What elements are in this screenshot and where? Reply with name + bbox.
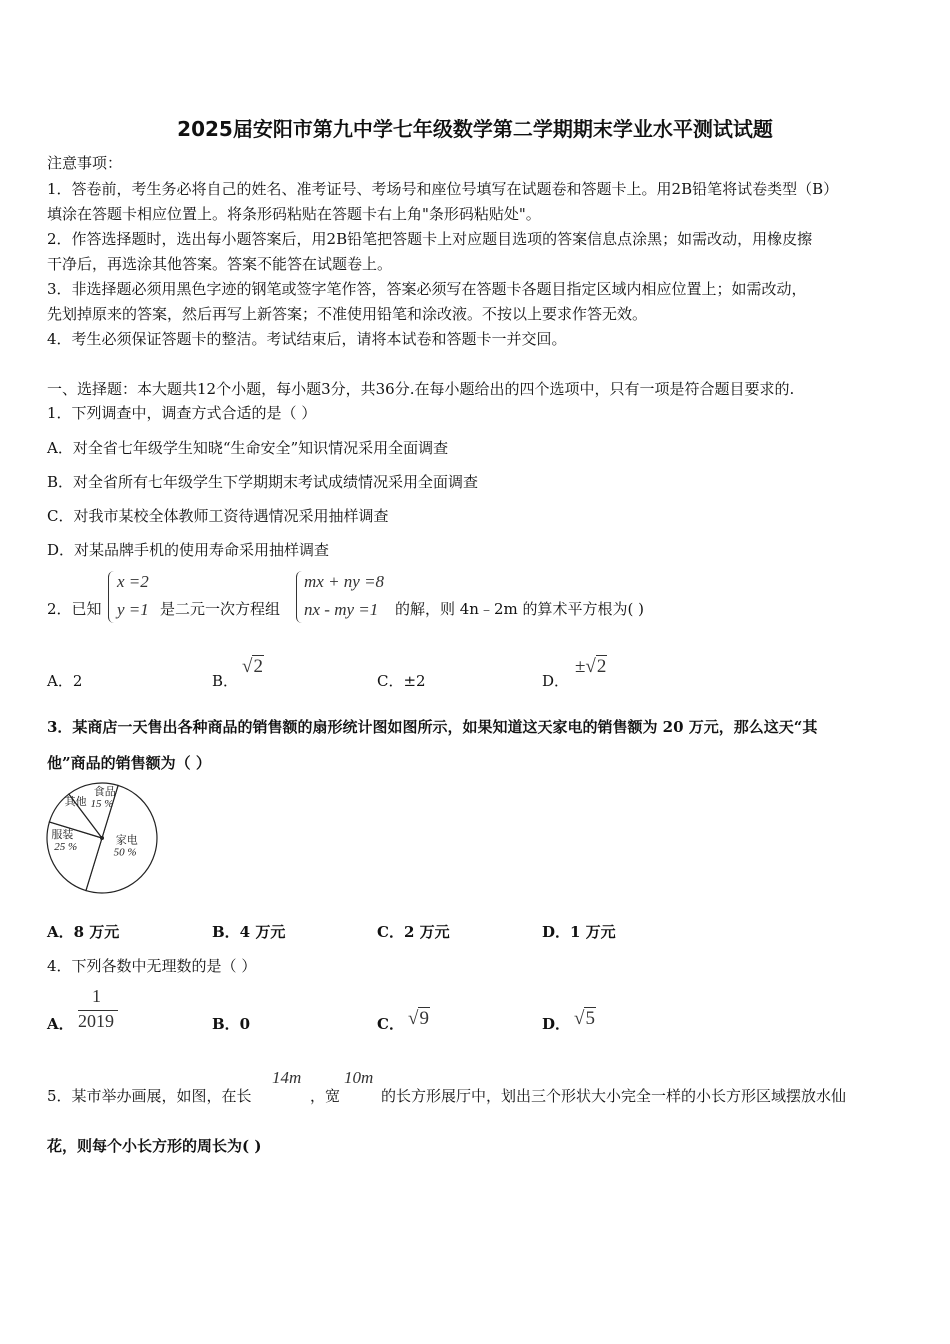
notice-line: 2．作答选择题时，选出每小题答案后，用2B铅笔把答题卡上对应题目选项的答案信息点涂黑；如需改动，用橡皮擦: [47, 230, 813, 248]
q1-option-a: A．对全省七年级学生知晓“生命安全”知识情况采用全面调查: [47, 439, 449, 457]
q2-option-b: B．: [212, 672, 239, 690]
pie-label-其他: 其他: [64, 795, 87, 808]
q3-option-c: C．2 万元: [377, 923, 450, 941]
q2-option-c: C．±2: [377, 672, 426, 690]
notice-line: 干净后，再选涂其他答案。答案不能答在试题卷上。: [47, 255, 393, 273]
q3-stem-line2: 他”商品的销售额为（ ）: [47, 754, 211, 772]
q4-stem: 4．下列各数中无理数的是（ ）: [47, 957, 257, 975]
q2-option-d-sqrt: ±√2: [575, 656, 607, 677]
q1-option-b: B．对全省所有七年级学生下学期期末考试成绩情况采用全面调查: [47, 473, 479, 491]
q1-option-d: D．对某品牌手机的使用寿命采用抽样调查: [47, 541, 330, 559]
notice-line: 3．非选择题必须用黑色字迹的钢笔或签字笔作答，答案必须写在答题卡各题目指定区域内相应位置上；如需改动，: [47, 280, 807, 298]
q4-option-c: C．: [377, 1015, 404, 1033]
pie-chart: [42, 782, 164, 894]
q5-text-1: 5．某市举办画展，如图，在长: [47, 1087, 252, 1105]
q2-option-a: A．2: [47, 672, 83, 690]
q5-text-3: 的长方形展厅中，划出三个形状大小完全一样的小长方形区域摆放水仙: [381, 1087, 847, 1105]
q4-option-d: D．: [542, 1015, 571, 1033]
pie-center-dot: [100, 836, 104, 840]
q2-mid-text: 是二元一次方程组: [160, 600, 281, 618]
q4-fraction-numerator: 1: [92, 986, 101, 1006]
q5-text-2: ，宽: [310, 1087, 341, 1105]
section-heading: 一、选择题：本大题共12个小题，每小题3分，共36分.在每小题给出的四个选项中，只有一项是符合题目要求的.: [47, 380, 795, 398]
pie-value-食品: 15 %: [90, 798, 114, 811]
q5-width: 10m: [344, 1068, 374, 1087]
q2-sys2-eq2: nx - my =1: [304, 600, 379, 619]
q2-sys1-eq2: y =1: [117, 600, 149, 619]
pie-label-服装: 服装: [51, 828, 74, 841]
q1-option-c: C．对我市某校全体教师工资待遇情况采用抽样调查: [47, 507, 389, 525]
q2-sys1-eq1: x =2: [117, 572, 149, 591]
notice-line: 1．答卷前，考生务必将自己的姓名、准考证号、考场号和座位号填写在试题卷和答题卡上。用2B铅笔将试卷类型（B）: [47, 180, 839, 198]
q2-option-b-sqrt: √2: [242, 656, 263, 677]
q3-option-a: A．8 万元: [47, 923, 120, 941]
q5-length: 14m: [272, 1068, 302, 1087]
q3-option-b: B．4 万元: [212, 923, 286, 941]
q2-tail: 的解，则 4n﹣2m 的算术平方根为( ): [395, 600, 644, 618]
notice-line: 4．考生必须保证答题卡的整洁。考试结束后，请将本试卷和答题卡一并交回。: [47, 330, 567, 348]
q5-text-line2: 花，则每个小长方形的周长为( ): [47, 1137, 262, 1155]
q4-option-b: B．0: [212, 1015, 251, 1033]
pie-value-家电: 50 %: [113, 846, 137, 859]
pie-label-家电: 家电: [115, 833, 138, 847]
q4-option-a: A．: [47, 1015, 74, 1033]
q3-option-d: D．1 万元: [542, 923, 616, 941]
notice-heading: 注意事项：: [47, 154, 123, 172]
pie-label-食品: 食品: [93, 785, 116, 799]
notice-line: 先划掉原来的答案，然后再写上新答案；不准使用铅笔和涂改液。不按以上要求作答无效。: [47, 305, 648, 323]
q4-option-d-sqrt: √5: [574, 1008, 595, 1029]
q1-stem: 1．下列调查中，调查方式合适的是（ ）: [47, 404, 317, 422]
pie-value-服装: 25 %: [54, 841, 78, 854]
notice-line: 填涂在答题卡相应位置上。将条形码粘贴在答题卡右上角"条形码粘贴处"。: [47, 205, 541, 223]
q2-number: 2．已知: [47, 600, 102, 618]
q2-sys2-eq1: mx + ny =8: [304, 572, 385, 591]
page-title: 2025届安阳市第九中学七年级数学第二学期期末学业水平测试试题: [177, 117, 773, 141]
q4-option-c-sqrt: √9: [408, 1008, 429, 1029]
q2-brace-1: [108, 571, 117, 623]
q2-option-d: D．: [542, 672, 570, 690]
q3-stem-line1: 3．某商店一天售出各种商品的销售额的扇形统计图如图所示，如果知道这天家电的销售额为 20 万元，那么这天“其: [47, 718, 818, 736]
q4-fraction-denominator: 2019: [78, 1011, 114, 1031]
